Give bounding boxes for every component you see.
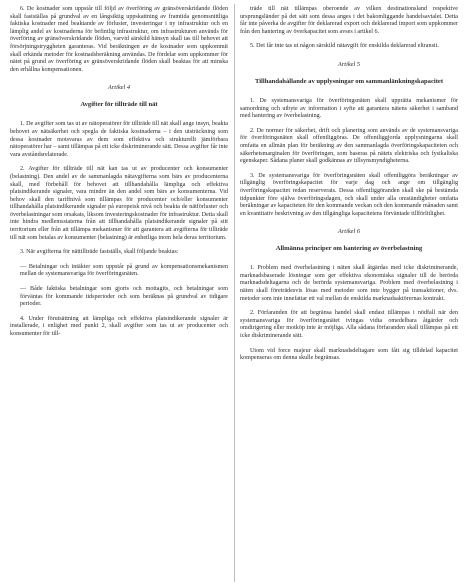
article-4-dash-item-1: — Betalningar och intäkter som uppstår på grund av kompensationsmekanismen mellan de systemansvariga för överföringsnäten. (20, 263, 228, 278)
article-4-paragraph-5: 5. Det får inte tas ut någon särskild nätavgift för enskilda deklarerad eltransit. (250, 43, 439, 50)
right-column (240, 6, 458, 370)
article-5-paragraph-3: 3. De systemansvariga för överföringsnäten skall offentliggöra beräkningar av tillgänglig överföringskapacitet för varje dag och ange om tillgänglig överföringskapacitet redan reserverats. Dessa offentliggöranden skall ske på bestämda tidpunkter före själva överföringsdagen, och skall under alla omständigheter omfatta beräkningar av kapaciteten för den kommande veckan och den kommande månaden samt en kvantitativ beskrivning av den tillgängliga kapacitetens förväntade tillförlitlighet. (240, 172, 458, 217)
article-5-title: Tillhandahållande av upplysningar om sammanlänkningskapacitet (254, 77, 444, 85)
article-4-dash-item-2: — Både faktiska betalningar som gjorts och mottagits, och betalningar som förväntas för kommande tidsperioder och som beräknas på grundval av tidigare perioder. (20, 286, 228, 308)
article-4-paragraph-3: 3. När avgifterna för nättillträde fastställs, skall följande beaktas: (20, 249, 179, 256)
article-4-title: Avgifter för tillträde till nät (80, 101, 158, 109)
article-6-number: Artikel 6 (337, 228, 361, 236)
article-5-paragraph-1: 1. De systemansvariga för överföringsnäten skall upprätta mekanismer för samordning och utbyte av information i syfte att garantera nätens säkerhet i samband med hantering av överbelastning. (240, 97, 458, 120)
article-4-number: Artikel 4 (107, 84, 131, 92)
article-5-number: Artikel 5 (337, 60, 361, 68)
article-4-paragraph-1: 1. De avgifter som tas ut av nätoperatörer för tillträde till nät skall ange insyn, beakta behovet av nätsäkerhet och spegla de faktiska kostnaderna – i den utsträckning som dessa kostnader motsvaras av dem som effektiva och strukturellt jämförbara nätoperatörer har – samt tillämpas på ett icke diskriminerande sätt. Dessa avgifter får inte vara avståndsrelaterade. (10, 121, 228, 158)
article-6-paragraph-3: Utom vid force majeur skall marknadsdeltagare som fått sig tilldelad kapacitet kompenseras om denna skulle begränsas. (240, 347, 458, 362)
article-5-paragraph-2: 2. De normer för säkerhet, drift och planering som används av de systemansvariga för överföringsnäten skall offentliggöras. De offentliggjorda upplysningarna skall omfatta en allmän plan för beräkning av den sammanlagda överföringskapaciteten och säkerhetsmarginalen för överföringen, som baseras på nätets elektriska och fysikaliska egenskaper. Sådana planer skall godkännas av tillsynsmyndigheterna. (240, 127, 458, 165)
article-4-paragraph-4-continued: träde till nät tillämpas oberoende av vilken destinationsland respektive ursprungsländer på det sätt som dessa anges i det bakomliggande handelsavtalet. Detta får inte påverka de avgifter för deklarerad export och deklarerad import som uppkommer från den hantering av överkapacitet som avses i artikel 6. (240, 6, 458, 35)
column-divider (234, 4, 235, 582)
article-6-paragraph-1: 1. Problem med överbelastning i näten skall åtgärdas med icke diskriminerande, marknadsbaserade lösningar som ger effektiva ekonomiska signaler till de berörda marknadsdeltagarna och de berörda systemansvariga. Problem med överbelastning i näten skall företrädesvis lösas med metoder som inte bygger på transaktioner, dvs. metoder som inte innefattar ett val mellan de enskilda marknadsaktörernas kontrakt. (240, 265, 458, 302)
paragraph-6-cost: 6. De kostnader som uppstår till följd av överföring av gränsöverskridande flöden skall fastställas på grundval av en långsiktig uppskattning av framtida genomsnittliga faktiska kostnader med beaktande av förluster, investeringar i ny infrastruktur och en lämplig andel av kostnaderna för befintlig infrastruktur, om infrastrukturen används för överföring av gränsöverskridande flöden, varvid särskild hänsyn skall tas till behovet att försörjningstryggheten garanteras. Vid beräkningen av de kostnader som uppkommit skall erkända metoder för kostnadsberäkning användas. De fördelar som uppkommer för nätet på grund av överföring av gränsöverskridande flöden skall beaktas för att minska den erhållna kompensationen. (10, 6, 228, 73)
article-4-paragraph-4: 4. Under förutsättning att lämpliga och effektiva platsindikerande signaler är installerade, i enlighet med punkt 2, skall avgifter som tas ut av producenter och konsumenter för till- (10, 315, 228, 337)
left-column (10, 6, 228, 346)
article-6-title: Allmänna principer om hantering av överbelastning (275, 245, 423, 253)
article-6-paragraph-2: 2. Förfaranden för att begränsa handel skall endast tillämpas i nödfall när den systemansvariga för överföringsnätet tvingas vidta omedelbara åtgärder och omdirigering eller motköp inte är möjliga. Alla sådana förfaranden skall tillämpas på ett icke diskriminerande sätt. (240, 310, 458, 340)
article-4-paragraph-2: 2. Avgifter för tillträde till nät kan tas ut av producenter och konsumenter (belastning). Den andel av de sammanlagda nätavgifterna som bärs av producenterna skall, med förbehåll för behovet att tillhandahålla lämpliga och effektiva platsindikerande signaler, vara mindre än den andel som bärs av konsumenterna. Vid behov skall den tariffnivå som tillämpas för producenter och/eller konsumenter tillhandahålla platsindikerande signaler på europeisk nivå och beakta de nätförluster och överbelastningar som orsakats, liksom investeringskostnader för infrastruktur. Detta skall inte hindra medlemsstaterna från att tillhandahålla platsindikerande signaler på sitt territorium eller från att tillämpa mekanismer för att garantera att avgifterna för tillträde till nät som betalas av konsumenter (belastning) är enhetliga inom hela deras territorium. (10, 166, 228, 241)
